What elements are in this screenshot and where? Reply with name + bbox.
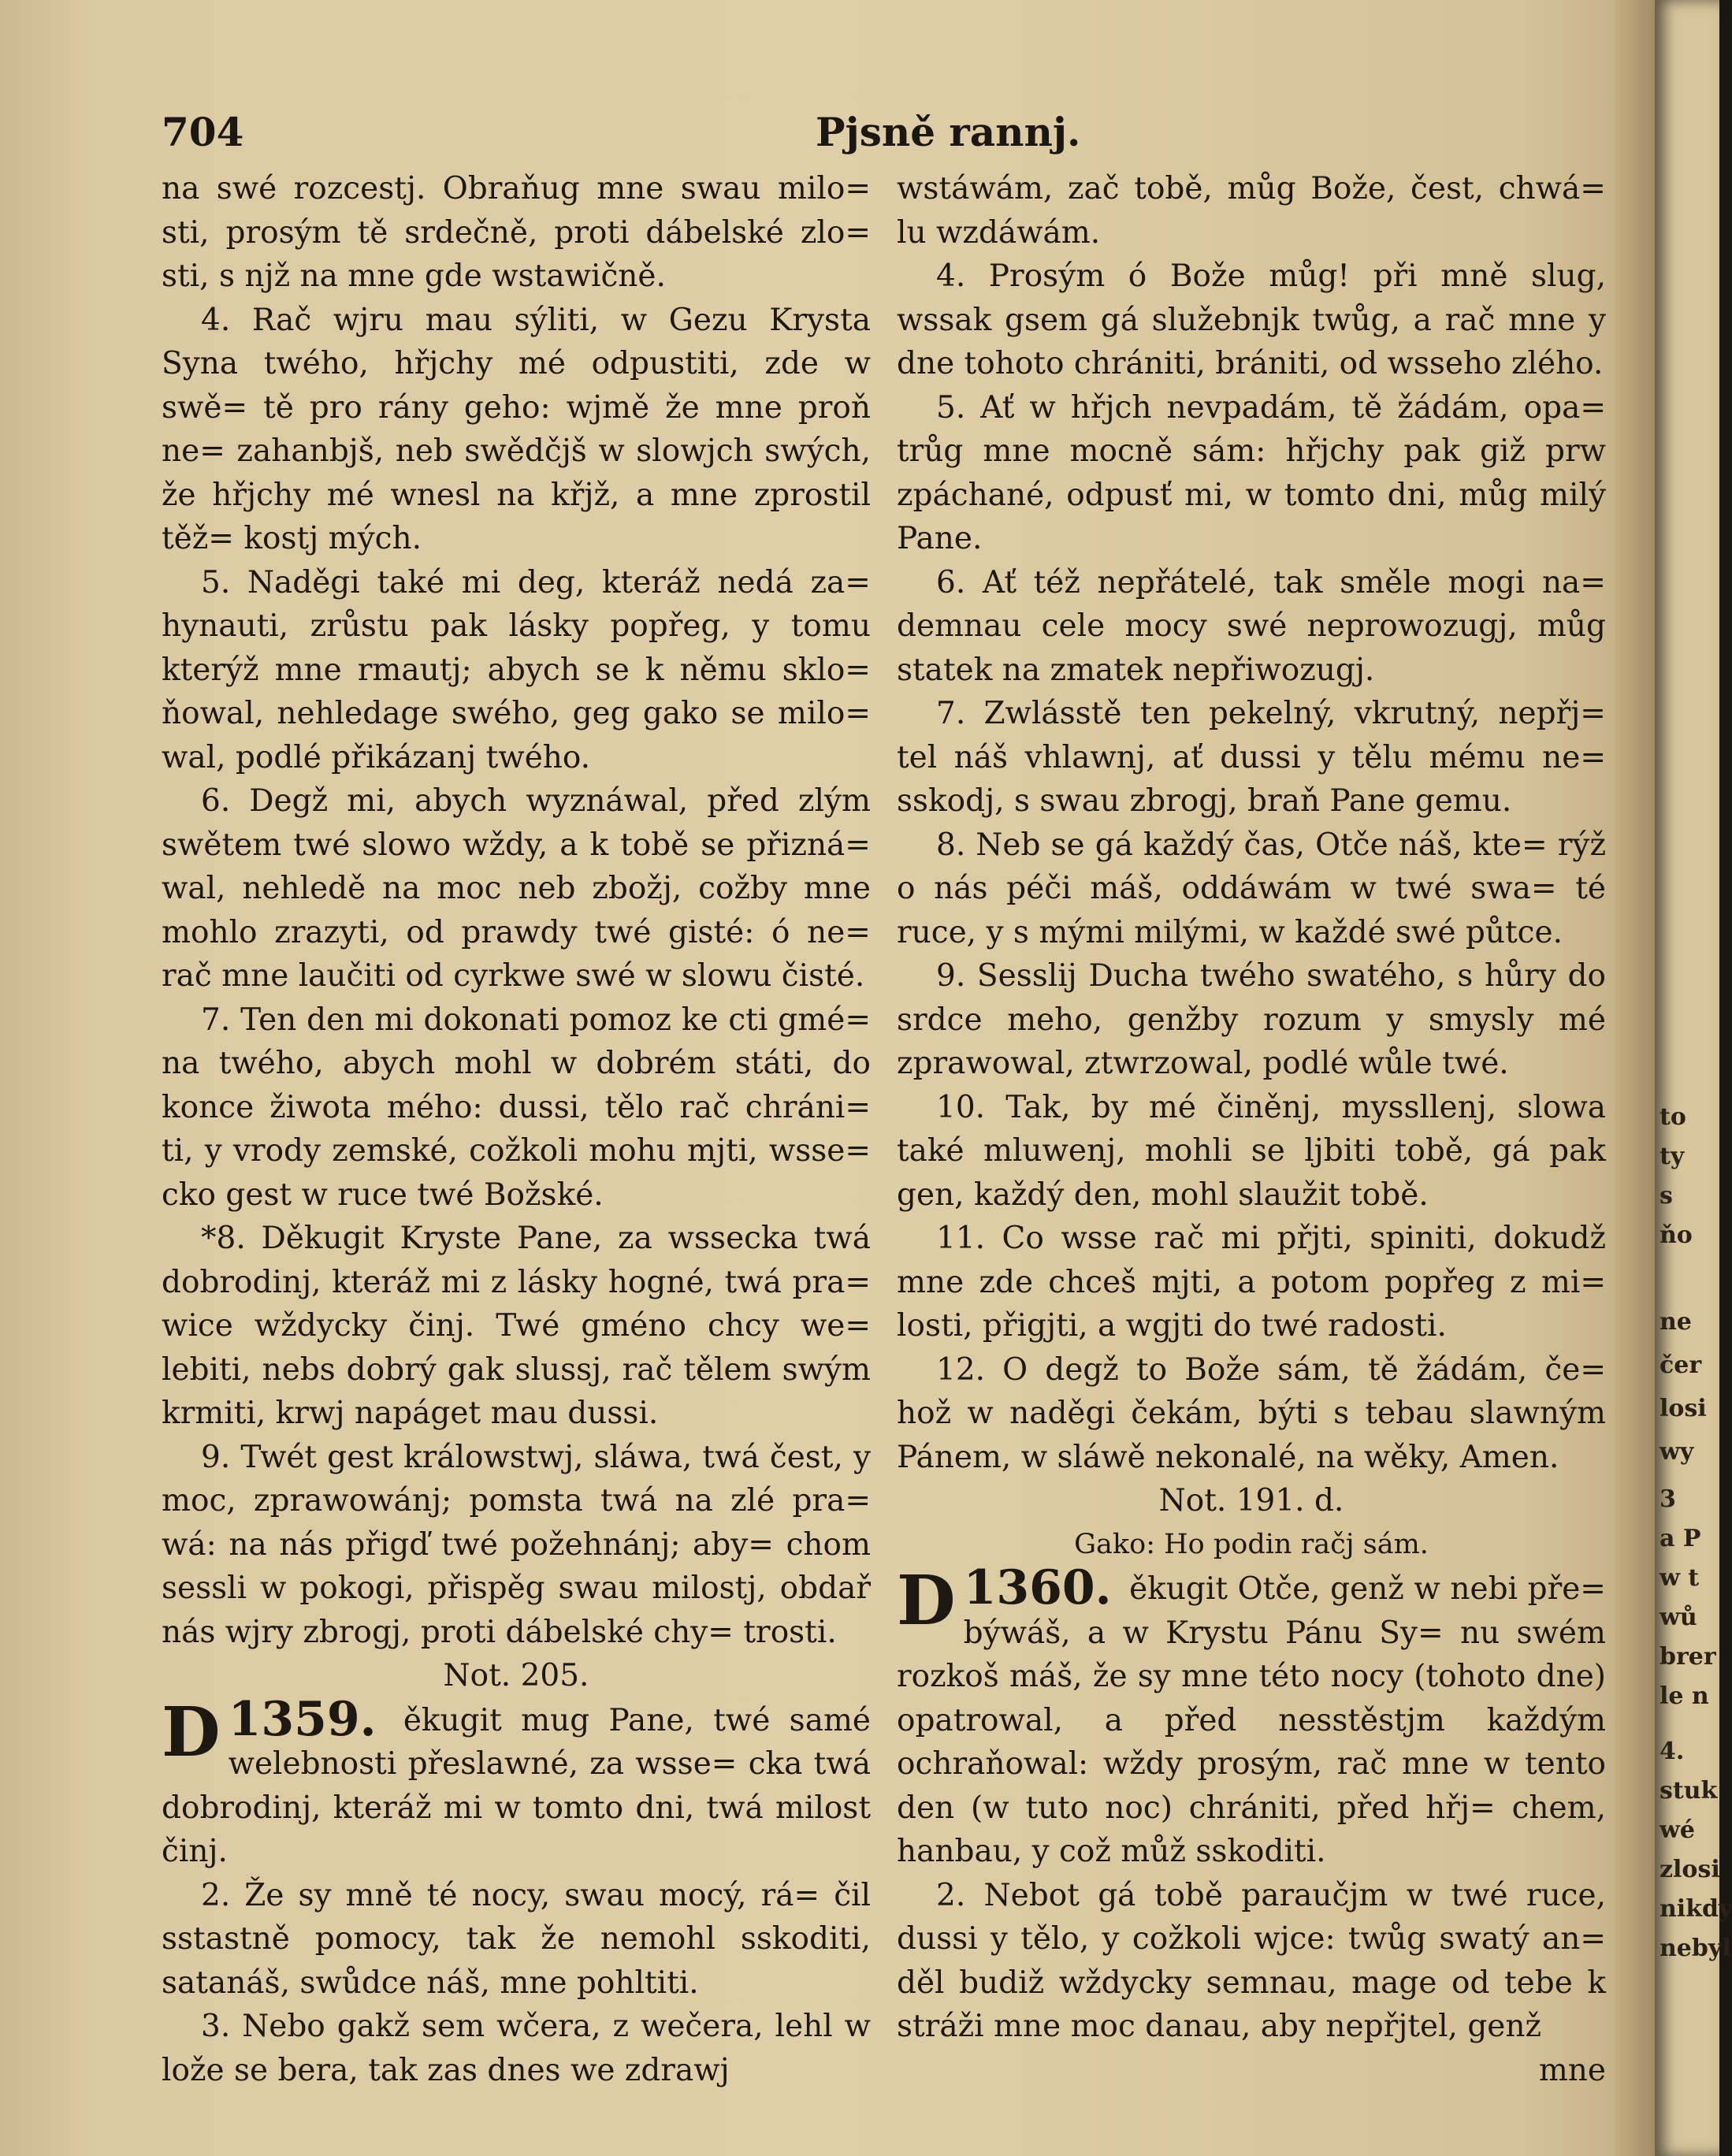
hymn-1359-verse-3: 3. Nebo gakž sem wčera, z wečera, lehl w lože se bera, tak zas dnes we zdrawj [162,2009,871,2088]
running-title: Pjsně rannj. [816,109,1081,155]
right-para-7: 10. Tak, by mé činěnj, myssllenj, slowa také mluwenj, mohli se ljbiti tobě, gá pak gen, každý den, mohl slaužit tobě. [897,1089,1606,1213]
right-para-5: 8. Neb se gá každý čas, Otče náš, kte= rýž o nás péči máš, oddáwám w twé swa= té ruce, y s mými milými, w každé swé půtce. [897,827,1606,950]
left-para-5: *8. Děkugit Kryste Pane, za wssecka twá dobrodinj, kteráž mi z lásky hogné, twá pra= wice wždycky činj. Twé gméno chcy we= lebiti, nebs dobrý gak slussj, rač tělem swým krmiti, krwj napáget mau dussi. [162,1221,871,1431]
right-note-tune: Gako: Ho podin račj sám. [1074,1528,1429,1560]
right-para-8: 11. Co wsse rač mi přjti, spiniti, dokudž mne zde chceš mjti, a potom popřeg z mi= losti, přigjti, a wgjti do twé radosti. [897,1221,1606,1344]
right-note: Not. 191. d. [1158,1483,1344,1518]
fragment: s [1660,1182,1673,1210]
right-para-2: 5. Ať w hřjch nevpadám, tě žádám, opa= trůg mne mocně sám: hřjchy pak giž prw zpáchané, odpusť mi, w tomto dni, můg milý Pane. [897,389,1606,556]
left-column [162,167,871,2092]
hymn-1359-opening: ěkugit mug Pane, twé samé welebnosti přeslawné, za wsse= cka twá dobrodinj, kteráž mi w tomto dni, twá milost činj. [162,1702,872,1869]
adjacent-page-edge [1655,0,1732,2156]
hymn-1360-opening: ěkugit Otče, genž w nebi pře= býwáš, a w Krystu Pánu Sy= nu swém rozkoš máš, že sy mne této nocy (tohoto dne) opatrowal, a před nesstěstjm každým ochraňowal: wždy prosým, rač mne w tento den (w tuto noc) chrániti, před hřj= chem, hanbau, y což můž sskoditi. [897,1571,1606,1869]
fragment: w t [1660,1564,1700,1592]
hymn-1359 [162,1691,872,1874]
fragment: 4. [1660,1738,1685,1765]
right-para-1: 4. Prosým ó Bože můg! při mně slug, wssak gsem gá služebnjk twůg, a rač mne y dne tohoto chrániti, brániti, od wsseho zlého. [897,258,1606,381]
right-para-9: 12. O degž to Bože sám, tě žádám, če= hož w naděgi čekám, býti s tebau slawným Pánem, w sláwě nekonalé, na wěky, Amen. [897,1351,1606,1475]
fragment: brer [1660,1643,1716,1671]
hymn-1360 [897,1560,1606,1874]
left-note: Not. 205. [443,1658,589,1693]
drop-initial-1360: D [897,1561,956,1641]
fragment: stuk [1660,1777,1718,1805]
fragment: wé [1660,1816,1695,1844]
fragment: losi [1660,1395,1707,1422]
fragment: a P [1660,1525,1701,1552]
right-para-4: 7. Zwlásstě ten pekelný, vkrutný, nepřj= tel náš vhlawnj, ať dussi y tělu mému ne= sskodj, s swau zbrogj, braň Pane gemu. [897,696,1606,819]
catchword: mne [1538,2052,1606,2088]
hymn-number-1359: 1359. [228,1691,377,1747]
fragment: ňo [1660,1221,1693,1249]
fragment: ty [1660,1143,1685,1170]
hymn-1359-verse-2: 2. Že sy mně té nocy, swau mocý, rá= čil sstastně pomocy, tak že nemohl sskoditi, satanáš, swůdce náš, mne pohltiti. [162,1877,871,2001]
fragment: čer [1660,1351,1702,1379]
hymn-number-1360: 1360. [963,1560,1112,1615]
right-para-0: wstáwám, zač tobě, můg Bože, čest, chwá= lu wzdáwám. [897,171,1606,251]
page-number: 704 [162,109,244,155]
left-para-2: 5. Naděgi také mi deg, kteráž nedá za= hynauti, zrůstu pak lásky popřeg, y tomu kterýž mne rmautj; abych se k němu sklo= ňowal, nehledage swého, geg gako se milo= wal, podlé přikázanj twého. [162,564,871,775]
fragment: nikdy [1660,1895,1732,1923]
hymn-1360-verse-2: 2. Nebot gá tobě paraučjm w twé ruce, dussi y tělo, y cožkoli wjce: twůg swatý an= děl budiž wždycky semnau, mage od tebe k stráži mne moc danau, aby nepřjtel, genž [897,1877,1606,2044]
page-header [162,109,1604,164]
fragment: ne [1660,1308,1692,1336]
fragment: zlosi [1660,1856,1720,1883]
right-para-6: 9. Sesslij Ducha twého swatého, s hůry do srdce meho, genžby rozum y smysly mé zprawowal, ztwrzowal, podlé wůle twé. [897,958,1606,1081]
fragment: wy [1660,1438,1694,1466]
right-para-3: 6. Ať též nepřátelé, tak směle mogi na= demnau cele mocy swé neprowozugj, můg statek na zmatek nepřiwozugj. [897,564,1606,688]
left-para-4: 7. Ten den mi dokonati pomoz ke cti gmé= na twého, abych mohl w dobrém státi, do konce žiwota mého: dussi, tělo rač chráni= ti, y vrody zemské, cožkoli mohu mjti, wsse= cko gest w ruce twé Božské. [162,1002,871,1213]
fragment: nebyl [1660,1935,1731,1962]
drop-initial-1359: D [162,1692,221,1772]
left-para-0: na swé rozcestj. Obraňug mne swau milo= sti, prosým tě srdečně, proti dábelské zlo= sti, s njž na mne gde wstawičně. [162,171,871,294]
fragment: 3 [1660,1485,1676,1513]
fragment: wů [1660,1604,1697,1631]
fragment: to [1660,1103,1686,1131]
left-para-3: 6. Degž mi, abych wyznáwal, před zlým swětem twé slowo wždy, a k tobě se přizná= wal, nehledě na moc neb zbožj, cožby mne mohlo zrazyti, od prawdy twé gisté: ó ne= rač mne laučiti od cyrkwe swé w slowu čisté. [162,783,871,994]
fragment: le n [1660,1682,1709,1710]
right-column [897,167,1606,2092]
left-para-6: 9. Twét gest králowstwj, sláwa, twá čest, y moc, zprawowánj; pomsta twá na zlé pra= wá: na nás přigď twé požehnánj; aby= chom sessli w pokogi, přispěg swau milostj, obdař nás wjry zbrogj, proti dábelské chy= trosti. [162,1439,871,1650]
left-para-1: 4. Rač wjru mau sýliti, w Gezu Krysta Syna twého, hřjchy mé odpustiti, zde w swě= tě pro rány geho: wjmě že mne proň ne= zahanbjš, neb swědčjš w slowjch swých, že hřjchy mé wnesl na křjž, a mne zprostil těž= kostj mých. [162,302,871,556]
